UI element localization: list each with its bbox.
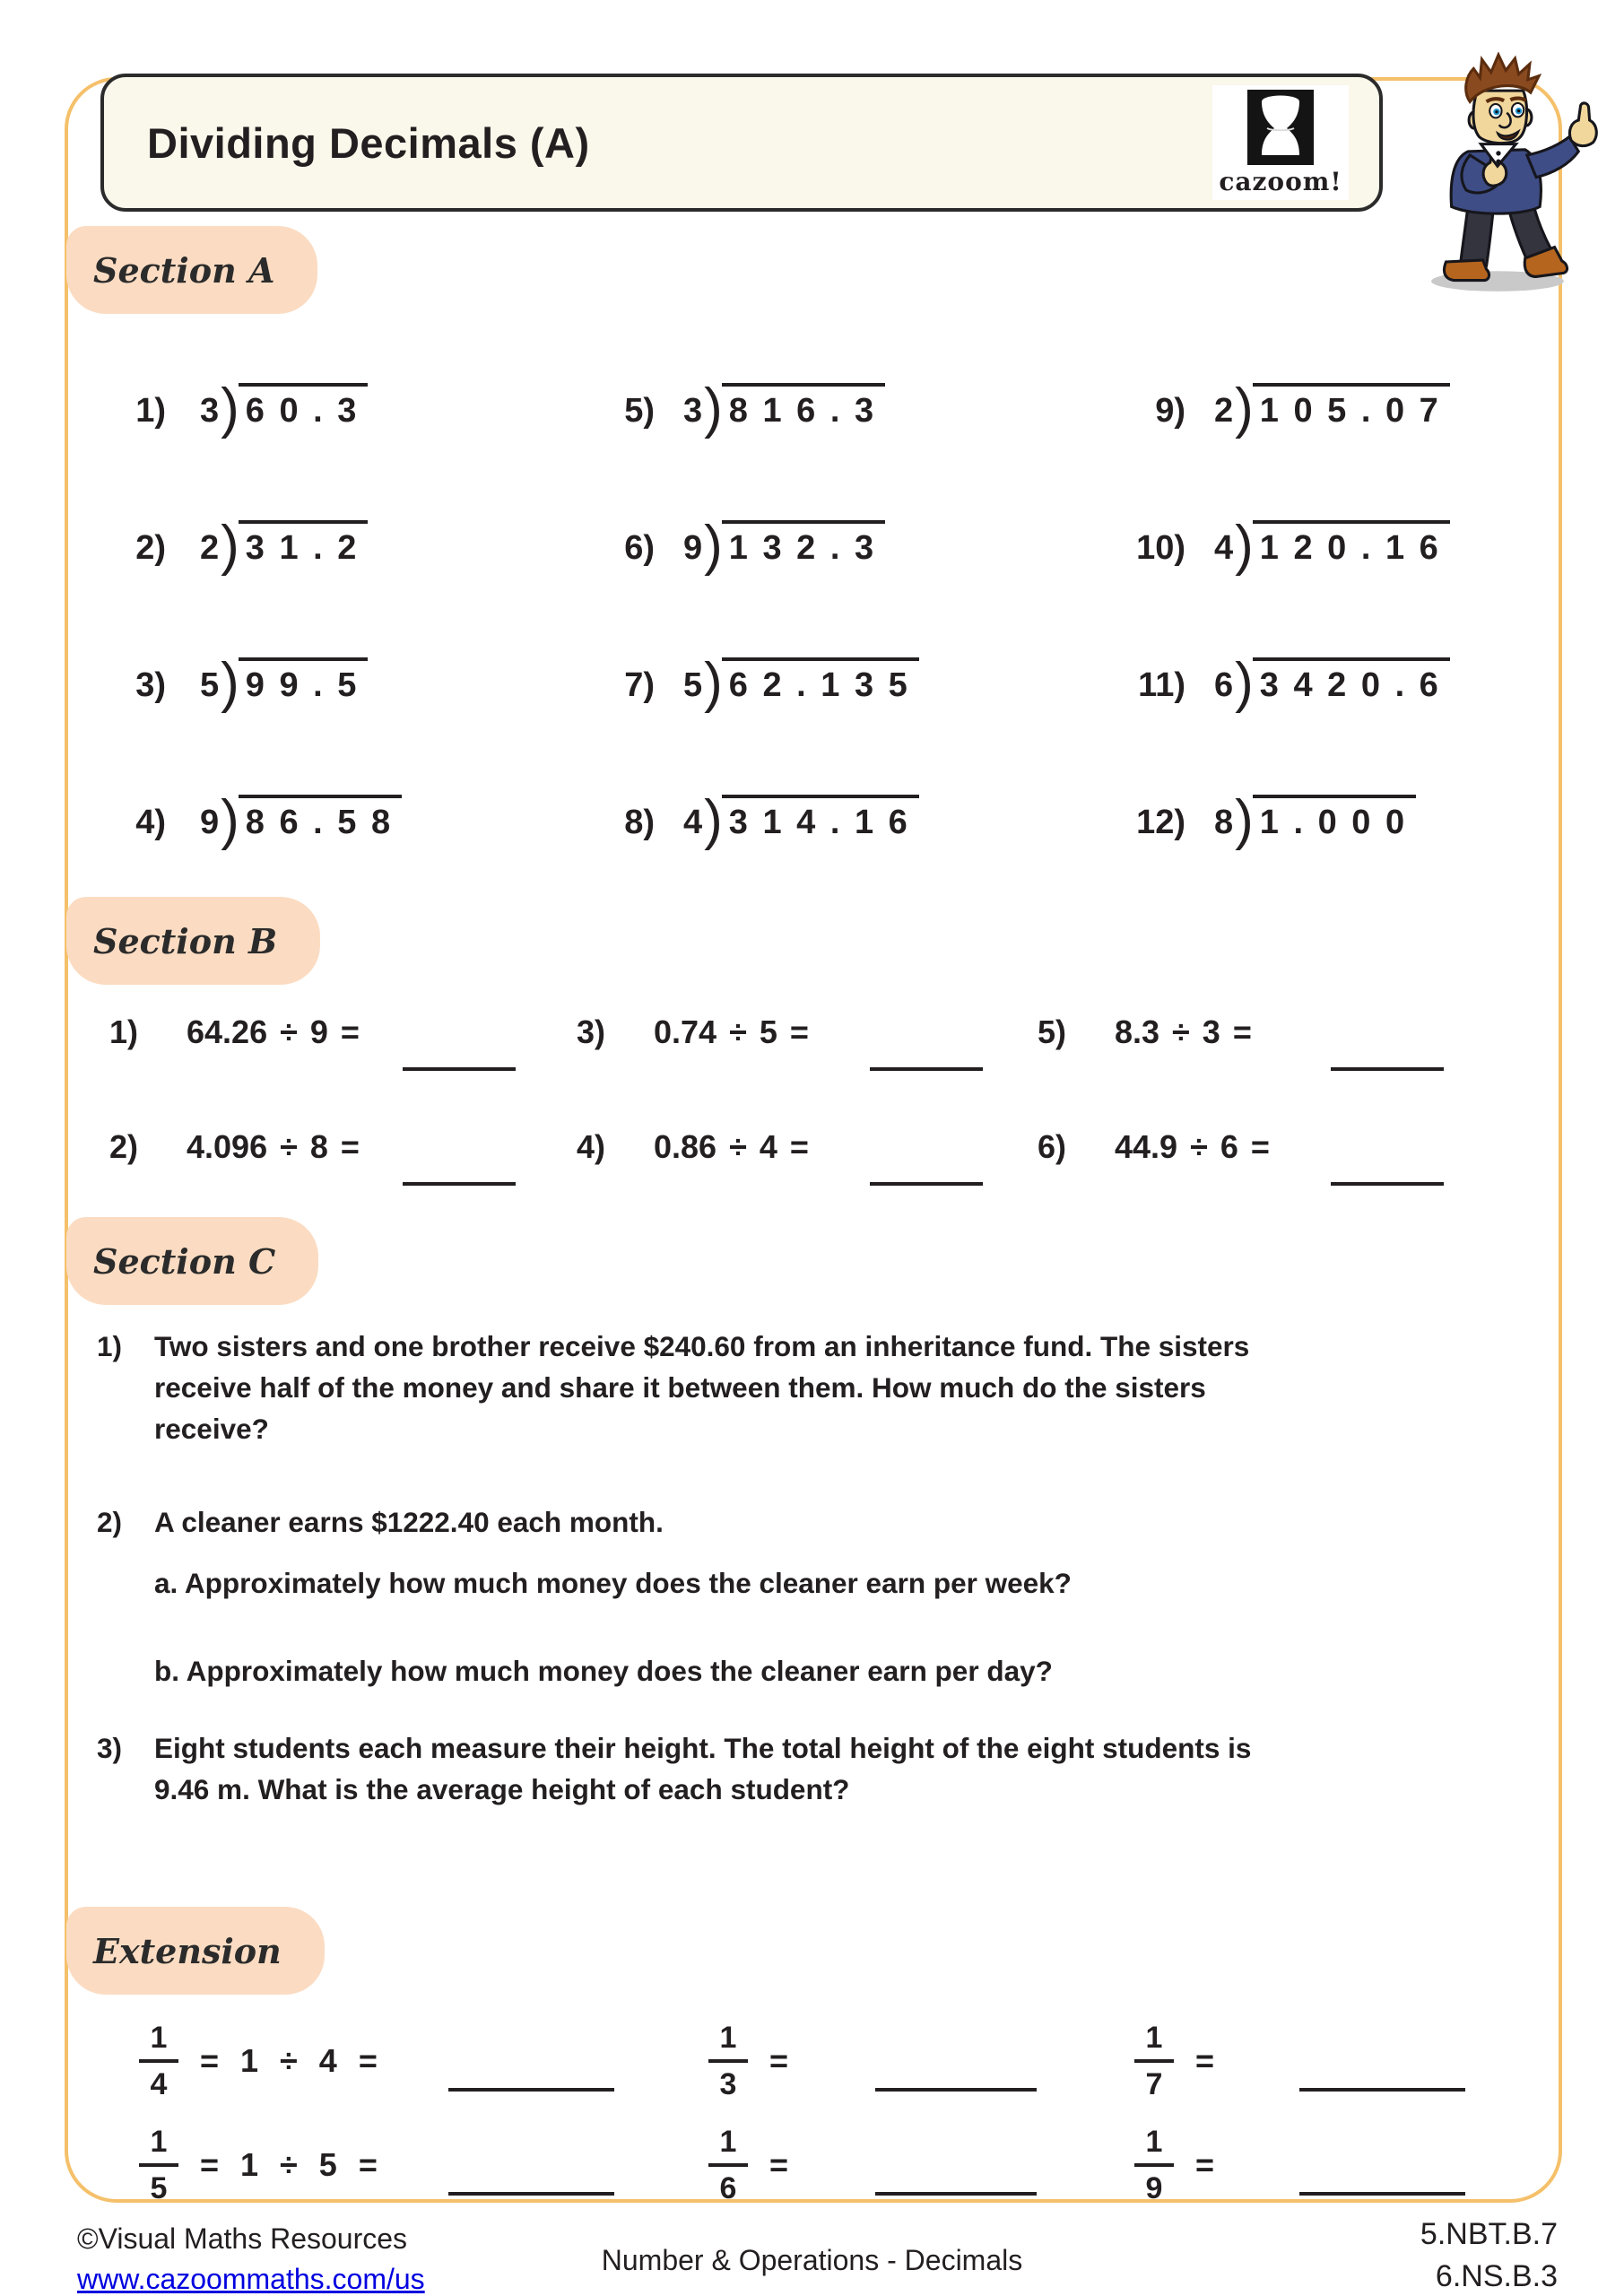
fraction-bar [708,2059,748,2063]
problem-number: 12) [1136,804,1185,841]
answer-line [1299,2192,1465,2196]
division-bracket-icon: ) [704,515,723,577]
dividend: 1 0 5 . 0 7 [1253,383,1450,430]
numerator: 1 [1145,2125,1163,2159]
footer-topic: Number & Operations - Decimals [601,2244,1023,2276]
problem-number: 2) [135,529,166,567]
equation-text: = [769,2146,790,2183]
dividend: 8 1 6 . 3 [722,383,885,430]
fraction [1134,2126,1174,2204]
numerator: 1 [150,2021,168,2055]
division-problem-9 [1125,378,1450,520]
division-problem-8 [612,789,919,932]
division-problem-7 [612,652,919,795]
fraction [708,2126,748,2204]
denominator: 9 [1145,2171,1163,2205]
dividend: 3 1 4 . 1 6 [722,795,919,842]
division-equation-4 [573,1128,983,1243]
fraction-problem-3 [1134,2009,1520,2113]
division-problem-3 [123,652,402,795]
problem-number: 8) [624,804,655,841]
division-problem-12 [1125,789,1450,932]
answer-line [403,1182,516,1186]
divisor: 2 [200,529,220,567]
problem-number: 3) [135,666,166,704]
problem-number: 3) [97,1732,123,1764]
problem-number: 2) [109,1128,138,1165]
equation-text: 0.86 ÷ 4 = [654,1128,809,1165]
division-equation-6 [1034,1128,1444,1243]
problem-number: 2) [97,1506,123,1538]
fraction [139,2126,178,2204]
divisor: 5 [683,666,703,704]
fraction-bar [1134,2059,1174,2063]
section-c-problems [97,1326,1370,1810]
answer-line [448,2192,614,2196]
dividend: 3 1 . 2 [239,520,369,568]
equation-text: 4.096 ÷ 8 = [187,1128,360,1165]
division-problem-6 [612,515,919,657]
fraction-bar [1134,2163,1174,2167]
problem-number: 6) [624,529,655,567]
divisor: 9 [200,804,220,841]
divisor: 5 [200,666,220,704]
divisor: 4 [683,804,703,841]
section-a-label: Section A [66,226,317,314]
problem-number: 1) [109,1013,138,1050]
dividend: 3 4 2 0 . 6 [1253,657,1450,705]
website-link[interactable]: www.cazoommaths.com/us [77,2263,425,2295]
division-bracket-icon: ) [221,652,239,714]
numerator: 1 [1145,2021,1163,2055]
problem-text: Eight students each measure their height. The total height of the eight students is 9.46 m. What is the average height of each student? [154,1732,1252,1805]
division-bracket-icon: ) [221,378,239,439]
fraction-problem-5 [708,2113,1134,2217]
division-problem-2 [123,515,402,657]
division-bracket-icon: ) [221,789,239,851]
division-bracket-icon: ) [704,789,723,851]
denominator: 6 [719,2171,737,2205]
section-b-column-3 [1034,1013,1444,1243]
answer-line [1331,1067,1444,1071]
equation-text: = [1195,2042,1216,2079]
standard-code-2: 6.NS.B.3 [1435,2259,1558,2293]
answer-line [448,2088,614,2092]
equation-text: = [1195,2146,1216,2183]
divisor: 9 [683,529,703,567]
equation-text: = [769,2042,790,2079]
fraction-problem-4 [139,2113,708,2217]
problem-text: Two sisters and one brother receive $240.60 from an inheritance fund. The sisters receive half of the money and share it between them. How much do the sisters receive? [154,1330,1250,1445]
division-equation-3 [573,1013,983,1128]
equation-text: 0.74 ÷ 5 = [654,1013,809,1050]
division-problem-5 [612,378,919,520]
fraction-problem-2 [708,2009,1134,2113]
answer-line [875,2088,1037,2092]
problem-number: 4) [576,1128,605,1165]
logo-text: cazoom! [1219,166,1342,196]
dividend: 6 0 . 3 [239,383,369,430]
section-a-column-3 [1125,378,1450,932]
dividend: 6 2 . 1 3 5 [722,657,919,705]
answer-line [870,1067,983,1071]
section-c-label: Section C [66,1217,318,1305]
fraction-problem-6 [1134,2113,1520,2217]
section-b-label: Section B [66,897,320,985]
division-bracket-icon: ) [704,378,723,439]
divisor: 3 [683,392,703,430]
numerator: 1 [150,2125,168,2159]
worksheet-title: Dividing Decimals (A) [147,118,590,167]
problem-number: 5) [1037,1013,1066,1050]
equation-text: 44.9 ÷ 6 = [1115,1128,1270,1165]
problem-number: 9) [1155,392,1185,430]
section-a-column-1 [123,378,402,932]
problem-text: A cleaner earns $1222.40 each month. [154,1506,664,1538]
division-bracket-icon: ) [1235,515,1254,577]
denominator: 7 [1145,2067,1163,2101]
word-problem-2a: a. Approximately how much money does the cleaner earn per week? [154,1567,1072,1599]
division-problem-1 [123,378,402,520]
divisor: 3 [200,392,220,430]
cazoom-logo [1212,85,1349,200]
fraction [139,2022,178,2100]
word-problem-2 [97,1501,1370,1543]
division-bracket-icon: ) [1235,652,1254,714]
fraction-bar [708,2163,748,2167]
fraction-bar [139,2059,178,2063]
numerator: 1 [719,2021,737,2055]
division-problem-10 [1125,515,1450,657]
problem-number: 1) [97,1330,123,1362]
dividend: 1 2 0 . 1 6 [1253,520,1450,568]
divisor: 6 [1214,666,1234,704]
section-a-column-2 [612,378,919,932]
problem-number: 4) [135,804,166,841]
denominator: 3 [719,2067,737,2101]
word-problem-1 [97,1326,1370,1449]
copyright-text: ©Visual Maths Resources [77,2222,408,2255]
dividend: 9 9 . 5 [239,657,369,705]
word-problem-3 [97,1727,1370,1810]
problem-number: 3) [576,1013,605,1050]
division-bracket-icon: ) [1235,378,1254,439]
equation-text: = 1 ÷ 4 = [200,2042,378,2079]
problem-number: 7) [624,666,655,704]
extension-problems [139,2009,1520,2217]
dividend: 8 6 . 5 8 [239,795,402,842]
division-equation-1 [106,1013,516,1128]
mascot-character [1388,52,1611,296]
dividend: 1 . 0 0 0 [1253,795,1416,842]
denominator: 5 [150,2171,168,2205]
division-problem-11 [1125,652,1450,795]
answer-line [1299,2088,1465,2092]
divisor: 8 [1214,804,1234,841]
problem-number: 5) [624,392,655,430]
answer-line [870,1182,983,1186]
standards-codes [1420,2213,1558,2296]
extension-label: Extension [66,1907,325,1995]
title-box [100,74,1383,212]
answer-line [403,1067,516,1071]
drum-icon [1247,90,1314,165]
section-b-column-1 [106,1013,516,1243]
standard-code-1: 5.NBT.B.7 [1420,2217,1558,2251]
fraction-problem-1 [139,2009,708,2113]
equation-text: = 1 ÷ 5 = [200,2146,378,2183]
problem-number: 11) [1138,666,1185,704]
section-b-column-2 [573,1013,983,1243]
denominator: 4 [150,2067,168,2101]
equation-text: 64.26 ÷ 9 = [187,1013,360,1050]
division-equation-5 [1034,1013,1444,1128]
problem-number: 10) [1136,529,1185,567]
fraction [1134,2022,1174,2100]
equation-text: 8.3 ÷ 3 = [1115,1013,1252,1050]
division-bracket-icon: ) [1235,789,1254,851]
fraction-bar [139,2163,178,2167]
fraction [708,2022,748,2100]
division-bracket-icon: ) [221,515,239,577]
answer-line [875,2192,1037,2196]
problem-number: 1) [135,392,166,430]
divisor: 2 [1214,392,1234,430]
division-bracket-icon: ) [704,652,723,714]
word-problem-2b: b. Approximately how much money does the cleaner earn per day? [154,1655,1053,1687]
answer-line [1331,1182,1444,1186]
numerator: 1 [719,2125,737,2159]
divisor: 4 [1214,529,1234,567]
dividend: 1 3 2 . 3 [722,520,885,568]
problem-number: 6) [1037,1128,1066,1165]
